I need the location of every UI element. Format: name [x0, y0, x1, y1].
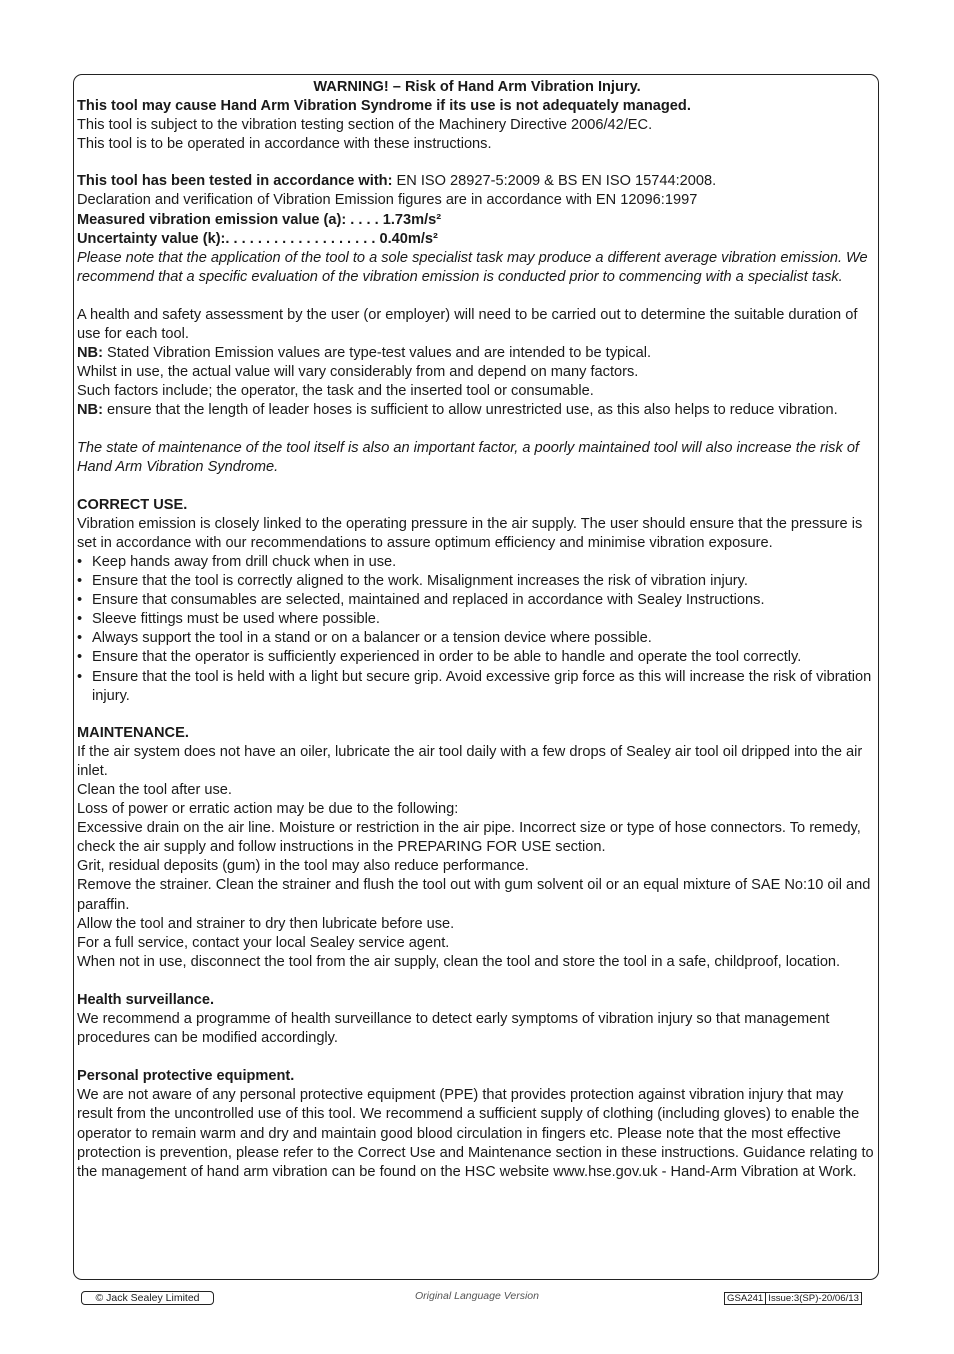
nb-note	[77, 344, 877, 363]
correct-use-heading: CORRECT USE.	[77, 496, 188, 513]
list-item: • Keep hands away from drill chuck when in use.	[77, 553, 877, 572]
health-surveillance-heading: Health surveillance.	[77, 991, 215, 1008]
maintenance-line: Allow the tool and strainer to dry then lubricate before use.	[77, 915, 455, 932]
maintenance-line: Clean the tool after use.	[77, 782, 232, 798]
maintenance-line: Loss of power or erratic action may be due to the following:	[77, 801, 459, 818]
model-number: GSA241	[727, 1293, 764, 1304]
language-version: Original Language Version	[415, 1290, 539, 1302]
measured-value: Measured vibration emission value (a): . . . . 1.73m/s²	[77, 211, 442, 228]
maintenance-line: When not in use, disconnect the tool from the air supply, clean the tool and store the tool in a safe, childproof, location.	[77, 953, 841, 970]
maintenance-heading: MAINTENANCE.	[77, 724, 189, 741]
nb-text: Stated Vibration Emission values are type-test values and are intended to be typical.	[102, 345, 652, 362]
ppe-heading: Personal protective equipment.	[77, 1068, 295, 1085]
nb-text: ensure that the length of leader hoses is sufficient to allow unrestricted use, as this also helps to reduce vibration.	[102, 402, 838, 419]
list-item: • Ensure that the operator is sufficiently experienced in order to be able to handle and operate the tool correctly.	[77, 648, 877, 667]
assessment-paragraph: A health and safety assessment by the user (or employer) will need to be carried out to determine the suitable duration of use for each tool.	[77, 306, 858, 343]
correct-use-list	[77, 553, 877, 706]
ppe-text: We are not aware of any personal protective equipment (PPE) that provides protection against vibration injury that may result from the uncontrolled use of this tool. We recommend a sufficient supply of clothing (including gloves) to enable the operator to remain warm and dry and maintain good blood circulation in fingers etc. Please note that the most effective protection is prevention, please refer to the Correct Use and Maintenance section in these instructions. Guidance relating to the management of hand arm vibration can be found on the HSC website www.hse.gov.uk - Hand-Arm Vibration at Work.	[77, 1087, 874, 1180]
maintenance-line: If the air system does not have an oiler, lubricate the air tool daily with a few drops of Sealey air tool oil dripped into the air inlet.	[77, 743, 863, 779]
maintenance-state-note: The state of maintenance of the tool itself is also an important factor, a poorly maintained tool will also increase the risk of Hand Arm Vibration Syndrome.	[77, 439, 859, 475]
tested-label: This tool has been tested in accordance with:	[77, 173, 393, 190]
health-surveillance-text: We recommend a programme of health surveillance to detect early symptoms of vibration injury so that management procedures can be modified accordingly.	[77, 1011, 830, 1047]
document-body	[77, 78, 877, 1182]
maintenance-line: Grit, residual deposits (gum) in the tool may also reduce performance.	[77, 858, 529, 875]
issue-info: Issue:3(SP)-20/06/13	[765, 1293, 861, 1304]
document-code	[724, 1292, 862, 1305]
assessment-line: Such factors include; the operator, the task and the inserted tool or consumable.	[77, 383, 594, 400]
list-item: • Ensure that consumables are selected, maintained and replaced in accordance with Sealey Instructions.	[77, 591, 877, 610]
nb-label: NB:	[77, 345, 103, 362]
correct-use-intro: Vibration emission is closely linked to the operating pressure in the air supply. The user should ensure that the pressure is set in accordance with our recommendations to assure optimum efficiency and minimise vibration exposure.	[77, 515, 863, 551]
maintenance-line: For a full service, contact your local Sealey service agent.	[77, 934, 450, 951]
maintenance-line: Remove the strainer. Clean the strainer and flush the tool out with gum solvent oil or an equal mixture of SAE No:10 oil and paraffin.	[77, 877, 871, 913]
warning-title: WARNING! – Risk of Hand Arm Vibration Injury.	[313, 79, 641, 95]
list-item: • Ensure that the tool is held with a light but secure grip. Avoid excessive grip force as this will increase the risk of vibration injury.	[77, 668, 877, 706]
warning-line: This tool is subject to the vibration testing section of the Machinery Directive 2006/42/EC.	[77, 117, 653, 134]
specialist-task-note: Please note that the application of the tool to a sole specialist task may produce a different average vibration emission. We recommend that a specific evaluation of the vibration emission is conducted prior to commencing with a specialist task.	[77, 249, 868, 285]
copyright-badge: © Jack Sealey Limited	[81, 1291, 214, 1305]
nb-note	[77, 401, 877, 420]
maintenance-line: Excessive drain on the air line. Moisture or restriction in the air pipe. Incorrect size or type of hose connectors. To remedy, check the air supply and follow instructions in the PREPARING FOR USE section.	[77, 820, 861, 856]
warning-subtitle: This tool may cause Hand Arm Vibration Syndrome if its use is not adequately managed.	[77, 98, 691, 115]
declaration-line: Declaration and verification of Vibration Emission figures are in accordance with EN 12096:1997	[77, 192, 698, 209]
uncertainty-value: Uncertainty value (k):. . . . . . . . . . . . . . . . . . . 0.40m/s²	[77, 230, 438, 247]
warning-line: This tool is to be operated in accordance with these instructions.	[77, 136, 492, 153]
list-item: • Sleeve fittings must be used where possible.	[77, 610, 877, 629]
list-item: • Ensure that the tool is correctly aligned to the work. Misalignment increases the risk of vibration injury.	[77, 572, 877, 591]
assessment-line: Whilst in use, the actual value will vary considerably from and depend on many factors.	[77, 364, 639, 381]
tested-statement	[77, 172, 877, 191]
list-item: • Always support the tool in a stand or on a balancer or a tension device where possible.	[77, 629, 877, 648]
nb-label: NB:	[77, 402, 103, 419]
tested-value: EN ISO 28927-5:2009 & BS EN ISO 15744:2008.	[392, 173, 717, 190]
